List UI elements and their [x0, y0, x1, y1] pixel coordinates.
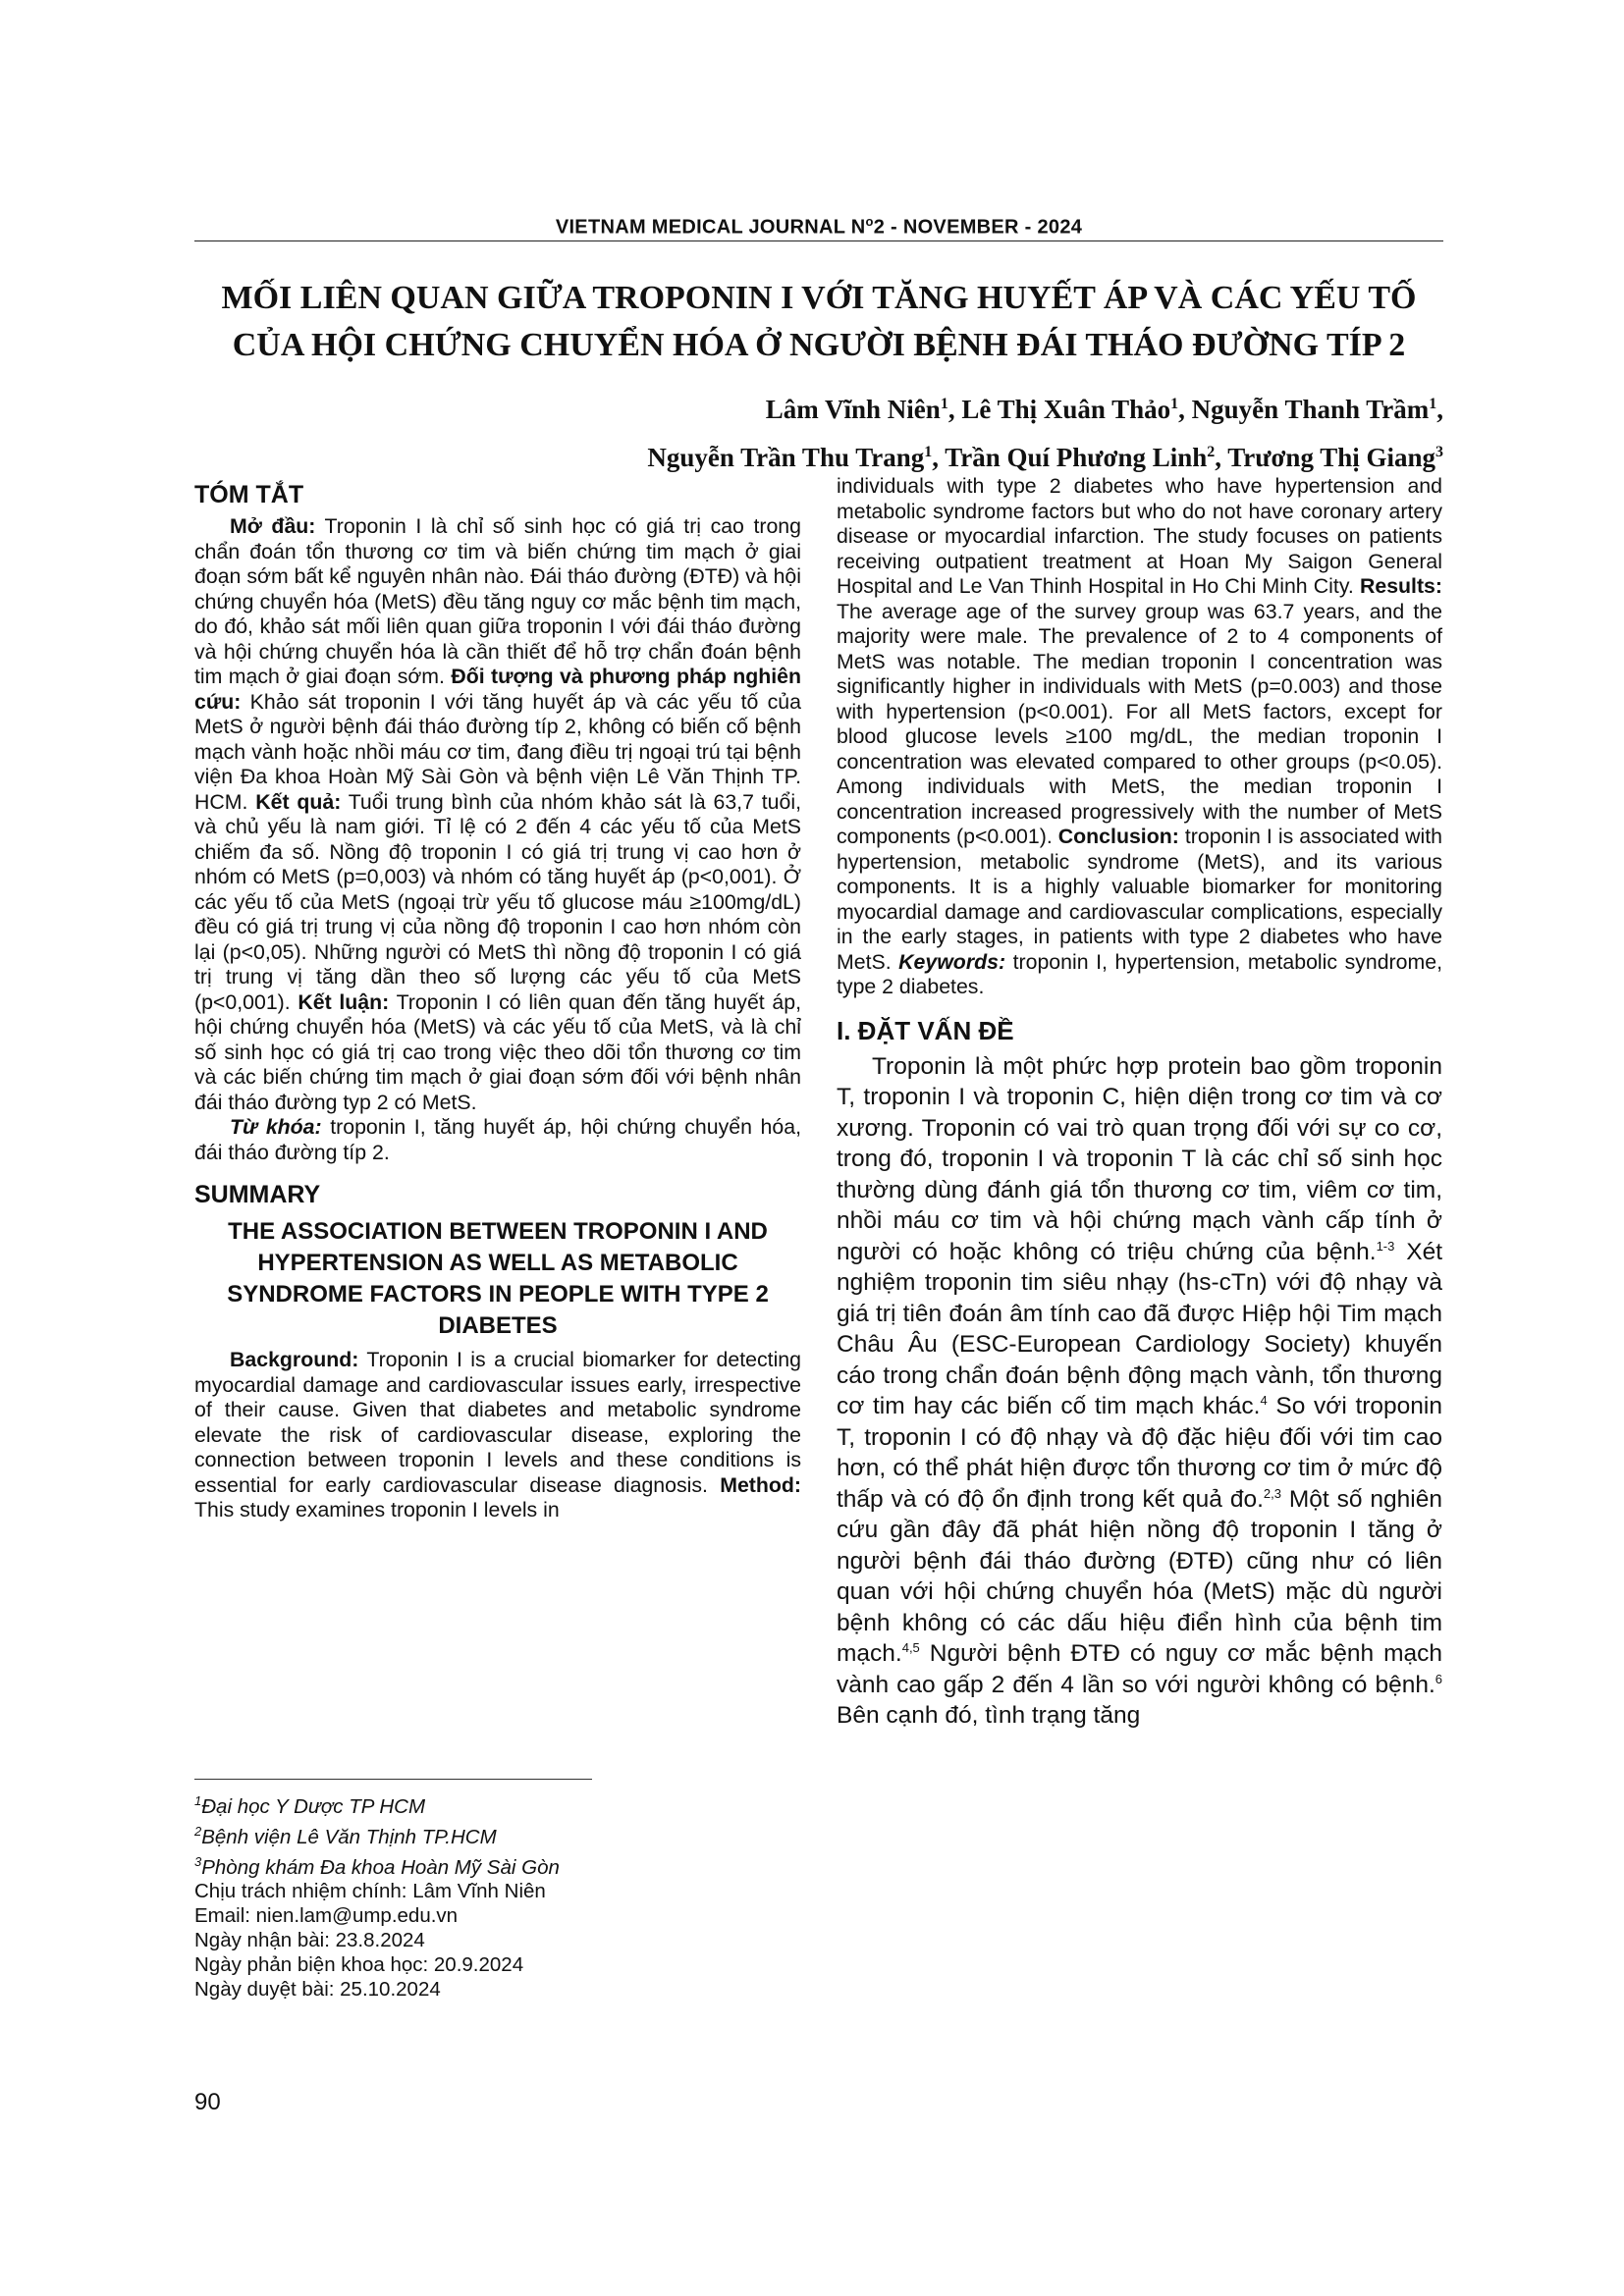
text-tu-khoa: troponin I, tăng huyết áp, hội chứng chuyển hóa, đái tháo đường típ 2.: [194, 1115, 801, 1164]
journal-header: [194, 214, 1443, 240]
footnote-sup: 2: [194, 1823, 202, 1839]
author-name: Trương Thị Giang: [1227, 443, 1435, 472]
summary-abstract-left: [194, 1348, 801, 1523]
label-tu-khoa: Từ khóa:: [230, 1115, 322, 1139]
footnote-accepted: Ngày duyệt bài: 25.10.2024: [194, 1978, 441, 2002]
author-line-2: Nguyễn Trần Thu Trang$^1$, Trần Quí Phương Linh$^2$, Trương Thị Giang$^3$: [647, 443, 1443, 472]
right-column: [837, 474, 1442, 1732]
footnotes: [194, 1789, 803, 2002]
text-ket-qua: Tuổi trung bình của nhóm khảo sát là 63,7 tuổi, và chủ yếu là nam giới. Tỉ lệ có 2 đến 4 các yếu tố của MetS chiếm đa số. Nồng độ troponin I có giá trị trung vị cao hơn ở nhóm có MetS (p=0,003) và nhóm có tăng huyết áp (p<0,001). Ở các yếu tố của MetS (ngoại trừ yếu tố glucose máu ≥100mg/dL) đều có giá trị trung vị của nồng độ troponin I cao hơn nhóm còn lại (p<0,05). Những người có MetS thì nồng độ troponin I có giá trị trung vị tăng dần theo số lượng các yếu tố của MetS (p<0,001).: [194, 789, 801, 1014]
author-affil-sup: 1: [924, 444, 933, 460]
author-affil-sup: 1: [940, 396, 948, 412]
intro-text: Xét nghiệm troponin tim siêu nhạy (hs-cTn) với độ nhạy và giá trị tiên đoán âm tính cao đã được Hiệp hội Tim mạch Châu Âu (ESC-European Cardiology Society) khuyến cáo trong chẩn đoán bệnh động mạch vành, tổn thương cơ tim hay các biến cố tim mạch khác.: [837, 1238, 1442, 1419]
intro-text: Bên cạnh đó, tình trạng tăng: [837, 1702, 1141, 1729]
intro-text: Người bệnh ĐTĐ có nguy cơ mắc bệnh mạch vành cao gấp 2 đến 4 lần so với người không có bệnh.: [837, 1640, 1442, 1698]
intro-text: Troponin là một phức hợp protein bao gồm troponin T, troponin I và troponin C, hiện diện trong cơ tim và cơ xương. Troponin có vai trò quan trọng đối với sự co cơ, trong đó, troponin I và troponin T là các chỉ số sinh học thường dùng đánh giá tổn thương cơ tim, viêm cơ tim, nhồi máu cơ tim và hội chứng mạch vành cấp tính ở người có hoặc không có triệu chứng của bệnh.: [837, 1052, 1442, 1265]
footnote-reviewed: Ngày phản biện khoa học: 20.9.2024: [194, 1953, 524, 1977]
tomtat-heading: TÓM TẮT: [194, 481, 304, 508]
text-results: The average age of the survey group was 63.7 years, and the majority were male. The prevalence of 2 to 4 components of MetS was notable. The median troponin I concentration was significantly higher in individuals with MetS (p=0.003) and those with hypertension (p<0.001). For all MetS factors, except for blood glucose levels ≥100 mg/dL, the median troponin I concentration was elevated compared to other groups (p<0.05). Among individuals with MetS, the median troponin I concentration increased progressively with the number of MetS components (p<0.001).: [837, 599, 1442, 848]
label-keywords: Keywords:: [898, 949, 1006, 974]
summary-heading: SUMMARY: [194, 1181, 321, 1208]
header-rule: [194, 240, 1443, 241]
author-line-1: Lâm Vĩnh Niên$^1$, Lê Thị Xuân Thảo$^1$, Nguyễn Thanh Trầm$^1$,: [765, 395, 1443, 424]
title-line-1: MỐI LIÊN QUAN GIỮA TROPONIN I VỚI TĂNG HUYẾT ÁP VÀ CÁC YẾU TỐ: [221, 280, 1417, 316]
tomtat-abstract: [194, 514, 801, 1115]
label-ket-qua: Kết quả:: [255, 789, 342, 814]
author-name: Lê Thị Xuân Thảo: [961, 395, 1171, 424]
label-results: Results:: [1359, 574, 1442, 598]
intro-text: So với troponin T, troponin I có độ nhạy và độ đặc hiệu đối với tim cao hơn, có thể phát hiện được tổn thương cơ tim ở mức độ thấp và có độ ổn định trong kết quả đo.: [837, 1393, 1442, 1513]
author-affil-sup: 1: [1170, 396, 1179, 412]
tomtat-keywords: [194, 1115, 801, 1165]
text-background: Troponin I is a crucial biomarker for detecting myocardial damage and cardiovascular issues early, irrespective of their cause. Given that diabetes and metabolic syndrome elevate the risk of cardiovascular disease, exploring the connection between troponin I levels and these conditions is essential for early cardiovascular disease diagnosis.: [194, 1348, 801, 1497]
author-affil-sup: 2: [1207, 444, 1216, 460]
footnote-affil-2: [194, 1819, 803, 1849]
journal-header-pre: VIETNAM MEDICAL JOURNAL N: [555, 216, 866, 239]
title-line-2: CỦA HỘI CHỨNG CHUYỂN HÓA Ở NGƯỜI BỆNH ĐÁI THÁO ĐƯỜNG TÍP 2: [232, 327, 1406, 363]
footnote-sup: 3: [194, 1853, 202, 1869]
citation-ref: 2,3: [1263, 1485, 1281, 1501]
text-method: This study examines troponin I levels in: [194, 1498, 560, 1522]
label-ket-luan: Kết luận:: [298, 989, 390, 1014]
text-ket-luan: Troponin I có liên quan đến tăng huyết áp, hội chứng chuyển hóa (MetS) và các yếu tố của MetS, và là chỉ số sinh học có giá trị cao trong việc theo dõi tổn thương cơ tim và các biến chứng tim mạch ở giai đoạn sớm đối với bệnh nhân đái tháo đường typ 2 có MetS.: [194, 989, 802, 1114]
label-conclusion: Conclusion:: [1057, 825, 1179, 848]
page-number: 90: [194, 2089, 221, 2115]
author-affil-sup: 3: [1435, 444, 1443, 460]
footnote-sup: 1: [194, 1793, 202, 1808]
citation-ref: 4,5: [901, 1639, 920, 1655]
text-doi-tuong: Khảo sát troponin I với tăng huyết áp và các yếu tố của MetS ở người bệnh đái tháo đường típ 2, không có biến cố bệnh mạch vành hoặc nhồi máu cơ tim, đang điều trị ngoại trú tại bệnh viện Đa khoa Hoàn Mỹ Sài Gòn và bệnh viện Lê Văn Thịnh TP. HCM.: [194, 689, 801, 814]
label-mo-dau: Mở đầu:: [230, 514, 316, 538]
label-doi-tuong: Đối tượng và phương pháp nghiên cứu:: [194, 665, 801, 714]
author-name: Trần Quí Phương Linh: [945, 443, 1208, 472]
intro-text: Một số nghiên cứu gần đây đã phát hiện nồng độ troponin I tăng ở người bệnh đái tháo đường (ĐTĐ) cũng như có liên quan với hội chứng chuyển hóa (MetS) mặc dù người bệnh không có các dấu hiệu điển hình của bệnh tim mạch.: [837, 1485, 1442, 1667]
citation-ref: 6: [1435, 1671, 1442, 1686]
article-title: [194, 275, 1443, 369]
footnote-text: Đại học Y Dược TP HCM: [201, 1794, 426, 1818]
footnote-text: Phòng khám Đa khoa Hoàn Mỹ Sài Gòn: [201, 1855, 560, 1879]
intro-heading: I. ĐẶT VẤN ĐỀ: [837, 1015, 1014, 1045]
intro-paragraph: [837, 1051, 1442, 1732]
footnote-received: Ngày nhận bài: 23.8.2024: [194, 1929, 425, 1952]
footnote-affil-1: [194, 1789, 803, 1819]
citation-ref: 1-3: [1376, 1238, 1395, 1254]
footnote-email: Email: nien.lam@ump.edu.vn: [194, 1904, 459, 1928]
english-title: THE ASSOCIATION BETWEEN TROPONIN I AND HYPERTENSION AS WELL AS METABOLIC SYNDROME FACTORS IN PEOPLE WITH TYPE 2 DIABETES: [227, 1218, 769, 1339]
left-column: [194, 479, 801, 1523]
author-name: Nguyễn Thanh Trầm: [1191, 395, 1430, 424]
author-list: [363, 383, 1443, 479]
journal-header-sup: o: [865, 214, 874, 229]
text-method-cont: individuals with type 2 diabetes who have hypertension and metabolic syndrome factors but who do not have coronary artery disease or myocardial infarction. The study focuses on patients receiving outpatient treatment at Hoan My Saigon General Hospital and Le Van Thinh Hospital in Ho Chi Minh City.: [837, 474, 1442, 598]
author-name: Lâm Vĩnh Niên: [765, 395, 941, 424]
citation-ref: 4: [1260, 1392, 1268, 1408]
journal-header-post: 2 - NOVEMBER - 2024: [873, 216, 1083, 239]
text-keywords: troponin I, hypertension, metabolic syndrome, type 2 diabetes.: [837, 949, 1442, 998]
footnote-corresponding: Chịu trách nhiệm chính: Lâm Vĩnh Niên: [194, 1880, 546, 1903]
author-affil-sup: 1: [1429, 396, 1437, 412]
summary-abstract-right: [837, 474, 1442, 1000]
text-mo-dau: Troponin I là chỉ số sinh học có giá trị cao trong chẩn đoán tổn thương cơ tim và biến chứng tim mạch ở giai đoạn sớm bất kể nguyên nhân nào. Đái tháo đường (ĐTĐ) và hội chứng chuyển hóa (MetS) đều tăng nguy cơ mắc bệnh tim mạch, do đó, khảo sát mối liên quan giữa troponin I với đái tháo đường và hội chứng chuyển hóa là cần thiết để hỗ trợ chẩn đoán bệnh tim mạch ở giai đoạn sớm.: [194, 514, 801, 688]
footnote-rule: [194, 1779, 592, 1780]
footnote-text: Bệnh viện Lê Văn Thịnh TP.HCM: [201, 1825, 497, 1848]
label-method: Method:: [720, 1472, 801, 1497]
footnote-affil-3: [194, 1849, 803, 1880]
author-name: Nguyễn Trần Thu Trang: [647, 443, 925, 472]
label-background: Background:: [230, 1348, 359, 1371]
text-conclusion: troponin I is associated with hypertension, metabolic syndrome (MetS), and its various components. It is a highly valuable biomarker for monitoring myocardial damage and cardiovascular complications, especially in the early stages, in patients with type 2 diabetes who have MetS.: [837, 825, 1442, 974]
